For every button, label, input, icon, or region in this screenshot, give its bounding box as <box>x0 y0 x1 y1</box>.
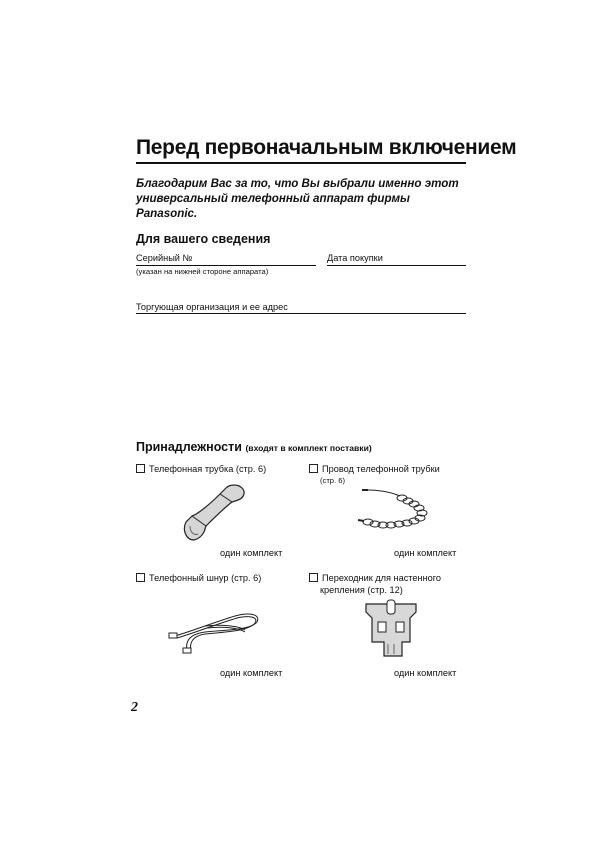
dealer-line <box>136 313 466 314</box>
page-number: 2 <box>131 700 138 715</box>
accessory-label: Телефонный шнур (стр. 6) <box>149 573 262 583</box>
info-heading: Для вашего сведения <box>136 232 271 246</box>
serial-number-line <box>136 265 316 266</box>
accessory-quantity: один комплект <box>394 548 457 558</box>
accessory-item-wall-mount-adaptor <box>309 573 441 583</box>
checkbox-icon <box>136 573 145 582</box>
page-title: Перед первоначальным включением <box>136 136 517 159</box>
title-underline <box>136 162 466 164</box>
intro-paragraph: Благодарим Вас за то, что Вы выбрали именно этот универсальный телефонный аппарат фирмы Panasonic. <box>136 177 459 220</box>
purchase-date-label: Дата покупки <box>327 253 383 263</box>
accessory-label: Провод телефонной трубки <box>322 464 440 474</box>
accessory-label-line2: крепления (стр. 12) <box>320 585 403 595</box>
accessory-item-handset <box>136 464 266 474</box>
serial-number-note: (указан на нижней стороне аппарата) <box>136 267 269 276</box>
accessory-item-handset-cord <box>309 464 440 474</box>
coiled-cord-icon <box>350 484 440 534</box>
accessory-label: Телефонная трубка (стр. 6) <box>149 464 267 474</box>
checkbox-icon <box>309 464 318 473</box>
checkbox-icon <box>309 573 318 582</box>
accessory-quantity: один комплект <box>394 668 457 678</box>
accessories-heading-note: (входят в комплект поставки) <box>245 443 372 453</box>
checkbox-icon <box>136 464 145 473</box>
accessories-heading <box>136 440 372 454</box>
telephone-line-cord-icon <box>165 600 265 656</box>
handset-icon <box>180 482 250 544</box>
dealer-label: Торгующая организация и ее адрес <box>136 302 288 312</box>
accessory-item-line-cord <box>136 573 261 583</box>
serial-number-label: Серийный № <box>136 253 193 263</box>
wall-mount-adaptor-icon <box>358 598 424 662</box>
accessories-heading-text: Принадлежности <box>136 440 242 454</box>
accessory-label-line2: (стр. 6) <box>320 476 345 485</box>
accessory-quantity: один комплект <box>220 668 283 678</box>
accessory-label: Переходник для настенного <box>322 573 442 583</box>
accessory-quantity: один комплект <box>220 548 283 558</box>
purchase-date-line <box>327 265 466 266</box>
